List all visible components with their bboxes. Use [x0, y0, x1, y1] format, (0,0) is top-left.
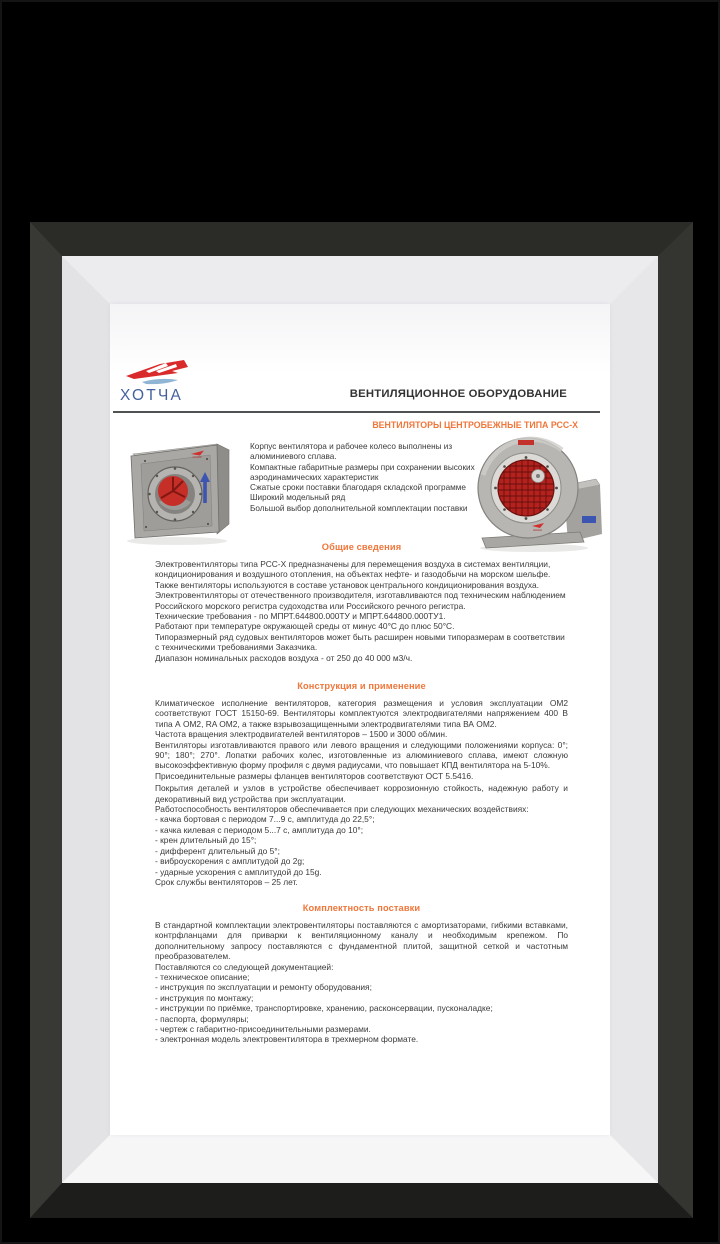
- doc-list-item: - инструкция по монтажу;: [155, 992, 254, 1003]
- section-body: [155, 698, 568, 887]
- feature-list: [250, 442, 483, 514]
- doc-paragraph: В стандартной комплектации электровентиляторы поставляются с амортизаторами, гибкими вставками, контрфланцами для приварки к вентиляционному каналу и необходимым крепежом. По дополнительному запросу поставляются с фундаментной плитой, защитной сеткой и частотным преобразователем.: [155, 920, 568, 962]
- doc-list-item: - паспорта, формуляры;: [155, 1013, 249, 1024]
- doc-list-item: - ударные ускорения с амплитудой до 15g.: [155, 866, 322, 877]
- header-divider: [113, 411, 600, 413]
- section-delivery-set: [155, 903, 568, 1045]
- section-body: [155, 559, 568, 663]
- doc-paragraph: Климатическое исполнение вентиляторов, категория размещения и условия эксплуатации ОМ2 соответствуют ГОСТ 15150-69. Вентиляторы комплектуются электродвигателями напряжением 400 В типа А ОМ2, RA ОМ2, а также взрывозащищенными электродвигателями типа ВА ОМ2.: [155, 698, 568, 729]
- doc-list-item: - инструкции по приёмке, транспортировке, хранению, расконсервации, пусконаладке;: [155, 1003, 493, 1014]
- doc-paragraph: Работоспособность вентиляторов обеспечивается при следующих механических воздействиях:: [155, 804, 529, 815]
- feature-item: Широкий модельный ряд: [250, 493, 346, 503]
- doc-list-item: - инструкция по эксплуатации и ремонту оборудования;: [155, 982, 372, 993]
- feature-item: Компактные габаритные размеры при сохранении высоких аэродинамических характеристик: [250, 462, 475, 482]
- feature-item: Сжатые сроки поставки благодаря складской программе: [250, 483, 466, 493]
- duct-fan-photo: [115, 434, 247, 548]
- section-general-info: [155, 542, 568, 663]
- centrifugal-fan-photo: [466, 430, 608, 556]
- doc-list-item: - качка килевая с периодом 5...7 с, амплитуда до 10°;: [155, 824, 364, 835]
- picture-frame: [30, 222, 693, 1218]
- doc-list-item: - качка бортовая с периодом 7...9 с, амплитуда до 22,5°;: [155, 814, 375, 825]
- doc-list-item: - виброускорения с амплитудой до 2g;: [155, 856, 305, 867]
- doc-paragraph: Срок службы вентиляторов – 25 лет.: [155, 876, 298, 887]
- doc-list-item: - дифферент длительный до 5°;: [155, 845, 280, 856]
- doc-paragraph: Типоразмерный ряд судовых вентиляторов может быть расширен новыми типоразмерам в соответствии с техническими требованиями Заказчика.: [155, 631, 565, 653]
- doc-paragraph: Вентиляторы изготавливаются правого или левого вращения и следующими положениями корпуса: 0°; 90°; 180°; 270°. Лопатки рабочих колес, изготовленные из алюминиевого сплава, имеют сложную высокоэффективную форму профиля с двумя радиусами, что повышает КПД вентилятора на 5-10%.: [155, 739, 568, 771]
- doc-paragraph: Поставляются со следующей документацией:: [155, 961, 334, 972]
- section-construction: [155, 681, 568, 887]
- doc-paragraph: Присоединительные размеры фланцев вентиляторов соответствуют ОСТ 5.5416.: [155, 770, 474, 781]
- brand-logo-text: ХОТЧА: [120, 387, 184, 404]
- document-page: [110, 304, 610, 1135]
- doc-paragraph: Также вентиляторы используются в составе установок центрального кондиционирования воздуха.: [155, 579, 539, 590]
- section-heading: Общие сведения: [321, 542, 402, 552]
- section-body: [155, 920, 568, 1045]
- doc-paragraph: Покрытия деталей и узлов в устройстве обеспечивает коррозионную стойкость, надежную работу и декоративный вид устройства при эксплуатации.: [155, 783, 568, 804]
- feature-item: Корпус вентилятора и рабочее колесо выполнены из алюминиевого сплава.: [250, 442, 453, 462]
- frame-bevel-mat: [62, 256, 658, 1183]
- speedboat-logo-icon: [120, 358, 198, 386]
- doc-paragraph: Технические требования - по МПРТ.644800.000ТУ и МПРТ.644800.000ТУ1.: [155, 611, 446, 622]
- doc-paragraph: Работают при температуре окружающей среды от минус 40°С до плюс 50°С.: [155, 621, 455, 632]
- doc-list-item: - электронная модель электровентилятора в трехмерном формате.: [155, 1034, 419, 1045]
- document-title: ВЕНТИЛЯЦИОННОЕ ОБОРУДОВАНИЕ: [349, 388, 567, 400]
- red-label: [518, 440, 534, 445]
- section-heading: Комплектность поставки: [302, 903, 421, 913]
- doc-list-item: - крен длительный до 15°;: [155, 835, 257, 846]
- doc-list-item: - чертеж с габаритно-присоединительными размерами.: [155, 1024, 371, 1035]
- brand-logo: [120, 358, 210, 405]
- doc-paragraph: Диапазон номинальных расходов воздуха - от 250 до 40 000 м3/ч.: [155, 652, 413, 663]
- document-subtitle: ВЕНТИЛЯТОРЫ ЦЕНТРОБЕЖНЫЕ ТИПА РСС-Х: [372, 420, 578, 430]
- feature-item: Большой выбор дополнительной комплектации поставки: [250, 503, 468, 513]
- doc-paragraph: Электровентиляторы от отечественного производителя, изготавливаются под техническим наблюдением Российского морского регистра судоходства или Российского речного регистра.: [155, 590, 566, 611]
- section-heading: Конструкция и применение: [297, 681, 426, 691]
- doc-paragraph: Частота вращения электродвигателей вентиляторов – 1500 и 3000 об/мин.: [155, 729, 448, 740]
- doc-paragraph: Электровентиляторы типа РСС-Х предназначены для перемещения воздуха в системах вентиляции, кондиционирования и воздушного отопления, на объектах нефте- и газодобычи на морском шельфе.: [155, 559, 551, 580]
- doc-list-item: - техническое описание;: [155, 972, 250, 983]
- blue-label: [582, 516, 596, 523]
